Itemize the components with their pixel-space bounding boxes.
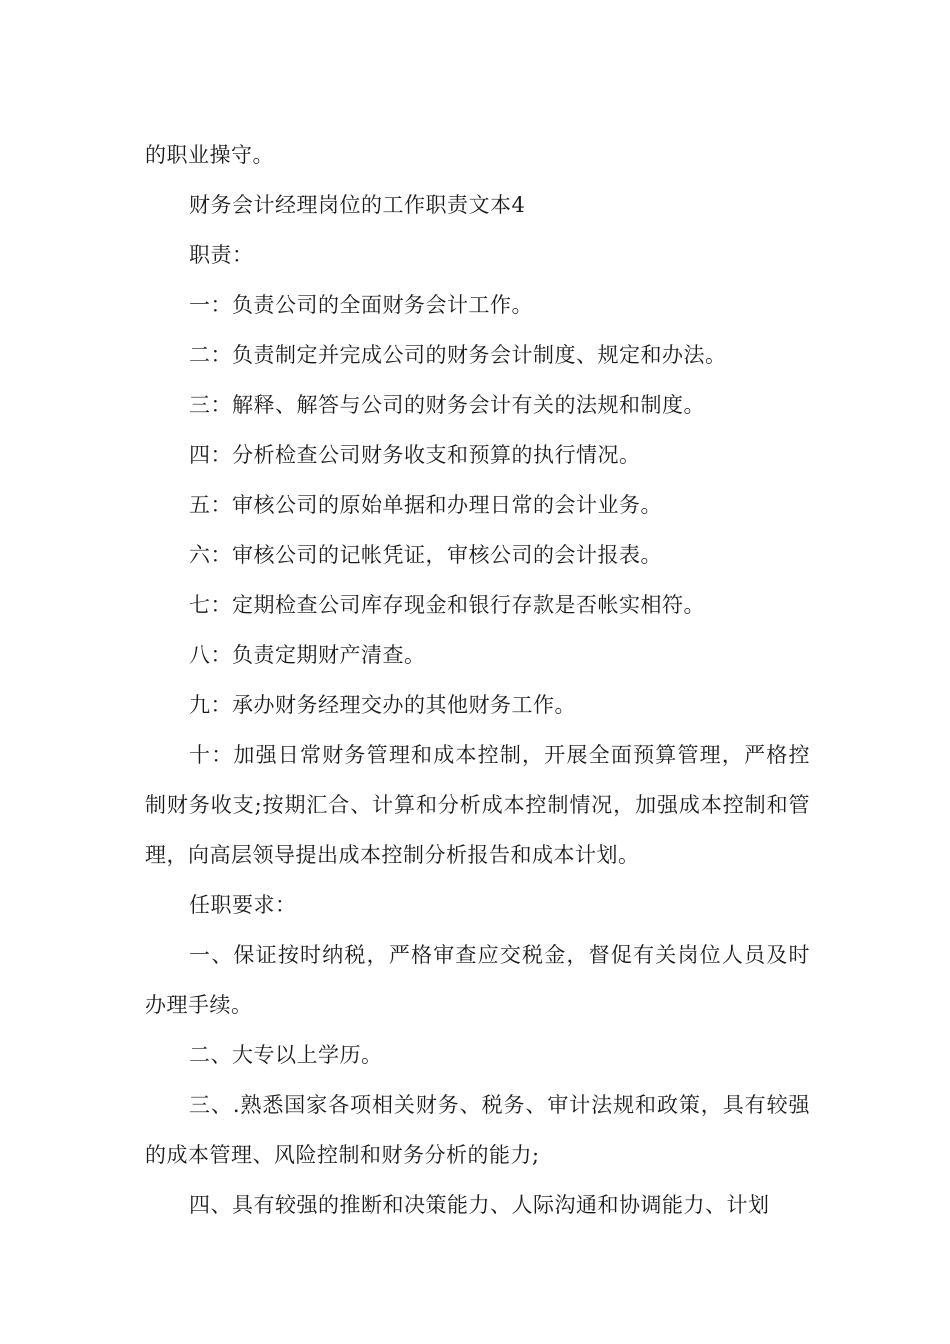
requirement-item-3: 三、.熟悉国家各项相关财务、税务、审计法规和政策，具有较强的成本管理、风险控制和财务分析的能力; (145, 1093, 810, 1167)
duty-item-2: 二：负责制定并完成公司的财务会计制度、规定和办法。 (189, 343, 727, 367)
paragraph-continuation: 的职业操守。 (145, 143, 274, 167)
duty-item-6: 六：审核公司的记帐凭证，审核公司的会计报表。 (189, 543, 662, 567)
duty-item-7: 七：定期检查公司库存现金和银行存款是否帐实相符。 (189, 593, 705, 617)
duty-item-3: 三：解释、解答与公司的财务会计有关的法规和制度。 (189, 393, 705, 417)
requirements-heading: 任职要求： (189, 893, 297, 917)
requirement-item-4: 四、具有较强的推断和决策能力、人际沟通和协调能力、计划 (189, 1193, 770, 1217)
duty-item-9: 九：承办财务经理交办的其他财务工作。 (189, 693, 576, 717)
duty-item-4: 四：分析检查公司财务收支和预算的执行情况。 (189, 443, 641, 467)
duty-item-1: 一：负责公司的全面财务会计工作。 (189, 293, 533, 317)
duty-item-5: 五：审核公司的原始单据和办理日常的会计业务。 (189, 493, 662, 517)
duties-heading: 职责： (189, 243, 254, 267)
requirement-item-1: 一、保证按时纳税，严格审查应交税金，督促有关岗位人员及时办理手续。 (145, 943, 810, 1017)
document-page (145, 130, 810, 1230)
requirement-item-2: 二、大专以上学历。 (189, 1043, 383, 1067)
section-title: 财务会计经理岗位的工作职责文本4 (189, 193, 526, 217)
duty-item-10: 十：加强日常财务管理和成本控制，开展全面预算管理，严格控制财务收支;按期汇合、计算和分析成本控制情况，加强成本控制和管理，向高层领导提出成本控制分析报告和成本计划。 (145, 743, 810, 867)
duty-item-8: 八：负责定期财产清查。 (189, 643, 426, 667)
